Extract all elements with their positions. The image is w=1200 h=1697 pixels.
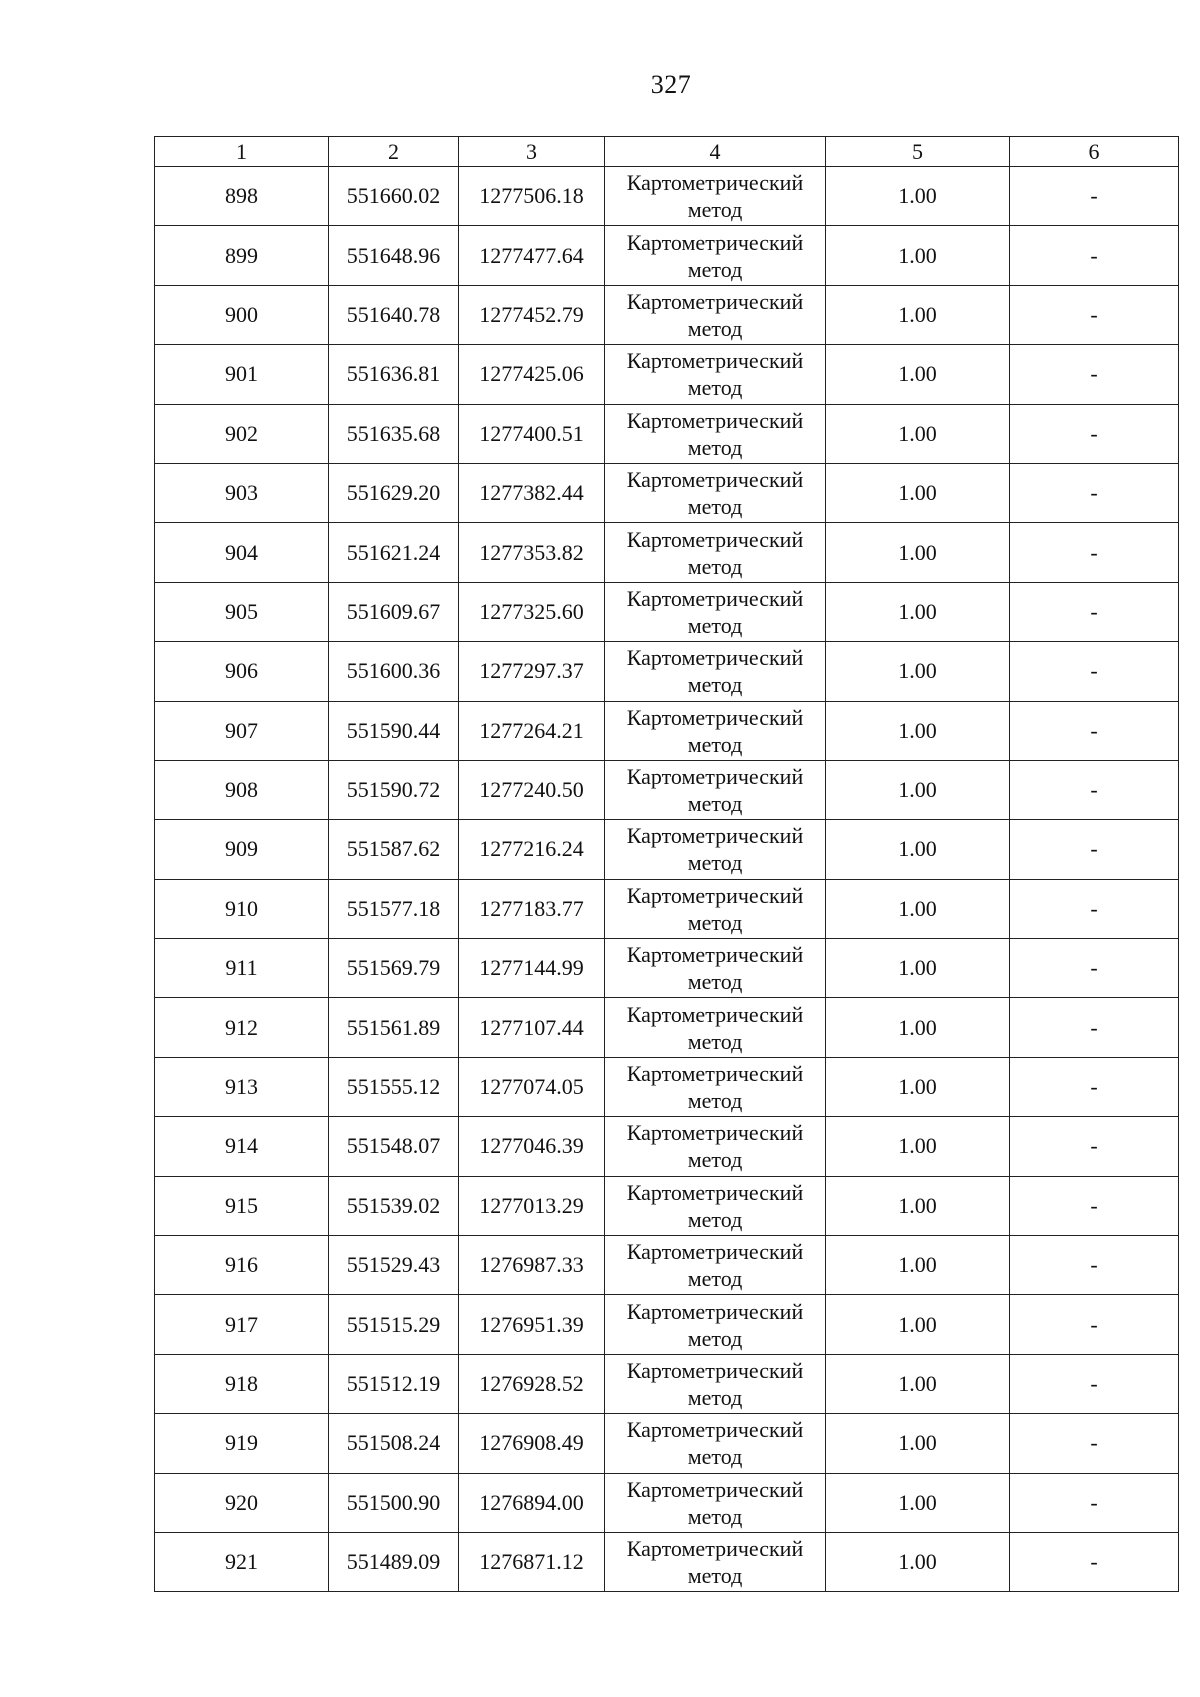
method-line-2: метод <box>687 1266 743 1292</box>
point-number-cell: 910 <box>155 879 329 938</box>
accuracy-cell: 1.00 <box>826 523 1010 582</box>
x-coordinate-cell: 551648.96 <box>329 226 459 285</box>
accuracy-cell: 1.00 <box>826 463 1010 522</box>
page-number: 327 <box>650 70 692 99</box>
table-row <box>155 820 1179 879</box>
note-cell: - <box>1010 463 1179 522</box>
table-row <box>155 1354 1179 1413</box>
x-coordinate-cell: 551587.62 <box>329 820 459 879</box>
note-cell: - <box>1010 167 1179 226</box>
accuracy-cell: 1.00 <box>826 820 1010 879</box>
method-line-2: метод <box>687 612 743 638</box>
method-cell <box>605 404 826 463</box>
method-line-2: метод <box>687 553 743 579</box>
method-line-2: метод <box>687 1028 743 1054</box>
method-cell <box>605 1354 826 1413</box>
table-row <box>155 642 1179 701</box>
method-cell <box>605 226 826 285</box>
method-cell <box>605 820 826 879</box>
method-cell <box>605 939 826 998</box>
accuracy-cell: 1.00 <box>826 285 1010 344</box>
accuracy-cell: 1.00 <box>826 939 1010 998</box>
point-number-cell: 918 <box>155 1354 329 1413</box>
y-coordinate-cell: 1277506.18 <box>459 167 605 226</box>
point-number-cell: 899 <box>155 226 329 285</box>
note-cell: - <box>1010 523 1179 582</box>
note-cell: - <box>1010 820 1179 879</box>
accuracy-cell: 1.00 <box>826 1057 1010 1116</box>
coordinates-table <box>154 136 1179 1592</box>
note-cell: - <box>1010 1473 1179 1532</box>
method-cell <box>605 1295 826 1354</box>
method-line-1: Картометрический <box>626 585 804 611</box>
x-coordinate-cell: 551512.19 <box>329 1354 459 1413</box>
x-coordinate-cell: 551548.07 <box>329 1117 459 1176</box>
x-coordinate-cell: 551609.67 <box>329 582 459 641</box>
method-cell <box>605 1473 826 1532</box>
method-cell <box>605 760 826 819</box>
table-row <box>155 523 1179 582</box>
table-row <box>155 760 1179 819</box>
table-header-row <box>155 137 1179 167</box>
method-line-1: Картометрический <box>626 467 804 493</box>
y-coordinate-cell: 1277382.44 <box>459 463 605 522</box>
method-line-1: Картометрический <box>626 407 804 433</box>
note-cell: - <box>1010 404 1179 463</box>
table-row <box>155 285 1179 344</box>
method-cell <box>605 1057 826 1116</box>
table-row <box>155 167 1179 226</box>
table-row <box>155 582 1179 641</box>
y-coordinate-cell: 1277325.60 <box>459 582 605 641</box>
accuracy-cell: 1.00 <box>826 760 1010 819</box>
note-cell: - <box>1010 345 1179 404</box>
note-cell: - <box>1010 1236 1179 1295</box>
point-number-cell: 915 <box>155 1176 329 1235</box>
point-number-cell: 911 <box>155 939 329 998</box>
method-line-1: Картометрический <box>626 526 804 552</box>
method-line-1: Картометрический <box>626 1476 804 1502</box>
method-line-2: метод <box>687 1206 743 1232</box>
accuracy-cell: 1.00 <box>826 701 1010 760</box>
x-coordinate-cell: 551569.79 <box>329 939 459 998</box>
note-cell: - <box>1010 879 1179 938</box>
method-line-1: Картометрический <box>626 764 804 790</box>
method-line-1: Картометрический <box>626 170 804 196</box>
accuracy-cell: 1.00 <box>826 998 1010 1057</box>
point-number-cell: 913 <box>155 1057 329 1116</box>
method-cell <box>605 1414 826 1473</box>
x-coordinate-cell: 551635.68 <box>329 404 459 463</box>
table-row <box>155 701 1179 760</box>
accuracy-cell: 1.00 <box>826 642 1010 701</box>
note-cell: - <box>1010 1295 1179 1354</box>
x-coordinate-cell: 551489.09 <box>329 1532 459 1591</box>
point-number-cell: 921 <box>155 1532 329 1591</box>
x-coordinate-cell: 551577.18 <box>329 879 459 938</box>
method-cell <box>605 998 826 1057</box>
y-coordinate-cell: 1276987.33 <box>459 1236 605 1295</box>
accuracy-cell: 1.00 <box>826 879 1010 938</box>
y-coordinate-cell: 1276951.39 <box>459 1295 605 1354</box>
note-cell: - <box>1010 1532 1179 1591</box>
method-cell <box>605 463 826 522</box>
method-cell <box>605 879 826 938</box>
point-number-cell: 920 <box>155 1473 329 1532</box>
column-header-1: 1 <box>155 137 329 167</box>
method-cell <box>605 1176 826 1235</box>
method-cell <box>605 345 826 404</box>
y-coordinate-cell: 1277297.37 <box>459 642 605 701</box>
note-cell: - <box>1010 226 1179 285</box>
y-coordinate-cell: 1277477.64 <box>459 226 605 285</box>
point-number-cell: 902 <box>155 404 329 463</box>
point-number-cell: 916 <box>155 1236 329 1295</box>
point-number-cell: 908 <box>155 760 329 819</box>
x-coordinate-cell: 551629.20 <box>329 463 459 522</box>
table-row <box>155 1295 1179 1354</box>
method-line-1: Картометрический <box>626 645 804 671</box>
method-line-2: метод <box>687 909 743 935</box>
method-line-2: метод <box>687 315 743 341</box>
column-header-4: 4 <box>605 137 826 167</box>
accuracy-cell: 1.00 <box>826 582 1010 641</box>
point-number-cell: 906 <box>155 642 329 701</box>
method-line-2: метод <box>687 494 743 520</box>
x-coordinate-cell: 551590.44 <box>329 701 459 760</box>
note-cell: - <box>1010 582 1179 641</box>
x-coordinate-cell: 551590.72 <box>329 760 459 819</box>
method-line-1: Картометрический <box>626 1001 804 1027</box>
x-coordinate-cell: 551660.02 <box>329 167 459 226</box>
accuracy-cell: 1.00 <box>826 345 1010 404</box>
method-line-2: метод <box>687 1325 743 1351</box>
y-coordinate-cell: 1277144.99 <box>459 939 605 998</box>
method-line-1: Картометрический <box>626 1536 804 1562</box>
accuracy-cell: 1.00 <box>826 167 1010 226</box>
y-coordinate-cell: 1276894.00 <box>459 1473 605 1532</box>
method-line-2: метод <box>687 197 743 223</box>
x-coordinate-cell: 551561.89 <box>329 998 459 1057</box>
table-row <box>155 1532 1179 1591</box>
note-cell: - <box>1010 1354 1179 1413</box>
method-line-1: Картометрический <box>626 348 804 374</box>
method-line-2: метод <box>687 434 743 460</box>
note-cell: - <box>1010 1176 1179 1235</box>
y-coordinate-cell: 1277425.06 <box>459 345 605 404</box>
method-line-2: метод <box>687 1444 743 1470</box>
accuracy-cell: 1.00 <box>826 1236 1010 1295</box>
method-line-2: метод <box>687 256 743 282</box>
note-cell: - <box>1010 760 1179 819</box>
method-line-2: метод <box>687 375 743 401</box>
method-line-2: метод <box>687 1563 743 1589</box>
method-cell <box>605 167 826 226</box>
point-number-cell: 917 <box>155 1295 329 1354</box>
table-row <box>155 939 1179 998</box>
method-line-1: Картометрический <box>626 229 804 255</box>
y-coordinate-cell: 1277013.29 <box>459 1176 605 1235</box>
table-row <box>155 879 1179 938</box>
y-coordinate-cell: 1277216.24 <box>459 820 605 879</box>
y-coordinate-cell: 1277240.50 <box>459 760 605 819</box>
note-cell: - <box>1010 998 1179 1057</box>
accuracy-cell: 1.00 <box>826 404 1010 463</box>
x-coordinate-cell: 551555.12 <box>329 1057 459 1116</box>
method-line-1: Картометрический <box>626 942 804 968</box>
accuracy-cell: 1.00 <box>826 1176 1010 1235</box>
y-coordinate-cell: 1277074.05 <box>459 1057 605 1116</box>
table-row <box>155 1236 1179 1295</box>
accuracy-cell: 1.00 <box>826 1354 1010 1413</box>
x-coordinate-cell: 551539.02 <box>329 1176 459 1235</box>
accuracy-cell: 1.00 <box>826 226 1010 285</box>
method-cell <box>605 523 826 582</box>
method-line-2: метод <box>687 791 743 817</box>
accuracy-cell: 1.00 <box>826 1414 1010 1473</box>
method-cell <box>605 1236 826 1295</box>
point-number-cell: 912 <box>155 998 329 1057</box>
note-cell: - <box>1010 701 1179 760</box>
method-line-2: метод <box>687 731 743 757</box>
x-coordinate-cell: 551621.24 <box>329 523 459 582</box>
note-cell: - <box>1010 939 1179 998</box>
method-line-1: Картометрический <box>626 1298 804 1324</box>
y-coordinate-cell: 1277183.77 <box>459 879 605 938</box>
table-row <box>155 1176 1179 1235</box>
method-line-1: Картометрический <box>626 1358 804 1383</box>
y-coordinate-cell: 1277353.82 <box>459 523 605 582</box>
point-number-cell: 903 <box>155 463 329 522</box>
accuracy-cell: 1.00 <box>826 1532 1010 1591</box>
method-cell <box>605 642 826 701</box>
method-cell <box>605 582 826 641</box>
method-line-2: метод <box>687 850 743 876</box>
method-line-1: Картометрический <box>626 882 804 908</box>
table-row <box>155 998 1179 1057</box>
point-number-cell: 905 <box>155 582 329 641</box>
table-row <box>155 1117 1179 1176</box>
method-line-1: Картометрический <box>626 1179 804 1205</box>
y-coordinate-cell: 1277400.51 <box>459 404 605 463</box>
y-coordinate-cell: 1276908.49 <box>459 1414 605 1473</box>
table-body <box>155 167 1179 1592</box>
accuracy-cell: 1.00 <box>826 1295 1010 1354</box>
accuracy-cell: 1.00 <box>826 1117 1010 1176</box>
note-cell: - <box>1010 1057 1179 1116</box>
method-line-1: Картометрический <box>626 1120 804 1146</box>
x-coordinate-cell: 551640.78 <box>329 285 459 344</box>
point-number-cell: 900 <box>155 285 329 344</box>
method-cell <box>605 1117 826 1176</box>
method-cell <box>605 285 826 344</box>
method-line-2: метод <box>687 1088 743 1114</box>
method-line-1: Картометрический <box>626 704 804 730</box>
x-coordinate-cell: 551515.29 <box>329 1295 459 1354</box>
table-row <box>155 345 1179 404</box>
method-line-2: метод <box>687 969 743 995</box>
y-coordinate-cell: 1277264.21 <box>459 701 605 760</box>
x-coordinate-cell: 551529.43 <box>329 1236 459 1295</box>
y-coordinate-cell: 1276928.52 <box>459 1354 605 1413</box>
table-row <box>155 463 1179 522</box>
point-number-cell: 901 <box>155 345 329 404</box>
point-number-cell: 904 <box>155 523 329 582</box>
method-line-2: метод <box>687 672 743 698</box>
method-line-1: Картометрический <box>626 823 804 849</box>
column-header-3: 3 <box>459 137 605 167</box>
method-line-1: Картометрический <box>626 288 804 314</box>
y-coordinate-cell: 1277452.79 <box>459 285 605 344</box>
y-coordinate-cell: 1276871.12 <box>459 1532 605 1591</box>
point-number-cell: 898 <box>155 167 329 226</box>
table-row <box>155 1473 1179 1532</box>
note-cell: - <box>1010 1414 1179 1473</box>
column-header-2: 2 <box>329 137 459 167</box>
table-row <box>155 226 1179 285</box>
method-line-2: метод <box>687 1385 743 1410</box>
method-line-2: метод <box>687 1503 743 1529</box>
y-coordinate-cell: 1277046.39 <box>459 1117 605 1176</box>
column-header-5: 5 <box>826 137 1010 167</box>
note-cell: - <box>1010 285 1179 344</box>
x-coordinate-cell: 551500.90 <box>329 1473 459 1532</box>
table-row <box>155 404 1179 463</box>
x-coordinate-cell: 551508.24 <box>329 1414 459 1473</box>
method-cell <box>605 1532 826 1591</box>
method-cell <box>605 701 826 760</box>
method-line-1: Картометрический <box>626 1417 804 1443</box>
accuracy-cell: 1.00 <box>826 1473 1010 1532</box>
table-row <box>155 1057 1179 1116</box>
y-coordinate-cell: 1277107.44 <box>459 998 605 1057</box>
point-number-cell: 909 <box>155 820 329 879</box>
x-coordinate-cell: 551636.81 <box>329 345 459 404</box>
method-line-1: Картометрический <box>626 1061 804 1087</box>
point-number-cell: 919 <box>155 1414 329 1473</box>
table-row <box>155 1414 1179 1473</box>
method-line-2: метод <box>687 1147 743 1173</box>
note-cell: - <box>1010 642 1179 701</box>
x-coordinate-cell: 551600.36 <box>329 642 459 701</box>
column-header-6: 6 <box>1010 137 1179 167</box>
method-line-1: Картометрический <box>626 1239 804 1265</box>
note-cell: - <box>1010 1117 1179 1176</box>
point-number-cell: 907 <box>155 701 329 760</box>
point-number-cell: 914 <box>155 1117 329 1176</box>
